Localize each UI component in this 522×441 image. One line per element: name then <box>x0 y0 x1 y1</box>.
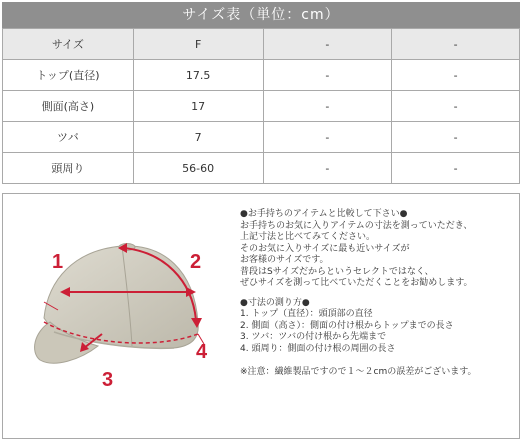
table-row <box>3 122 520 153</box>
table-cell: - <box>263 29 392 60</box>
row-label: 側面(高さ) <box>3 91 134 122</box>
measurement-notes <box>240 209 518 379</box>
cap-crown <box>44 246 198 348</box>
measure-heading: ●寸法の測り方● <box>240 297 310 308</box>
row-label: サイズ <box>3 29 134 60</box>
table-cell: F <box>133 29 263 60</box>
table-row <box>3 60 520 91</box>
compare-line: お手持ちのお気に入りアイテムの寸法を測っていただき、 <box>240 220 473 231</box>
measure-line: 3. ツバ：ツバの付け根から先端まで <box>240 332 387 342</box>
table-row <box>3 91 520 122</box>
table-cell: - <box>392 29 520 60</box>
size-table-title: サイズ表（単位：cm） <box>2 2 520 28</box>
cap-measurement-diagram <box>14 210 224 400</box>
table-cell: - <box>392 153 520 184</box>
table-cell: 17.5 <box>133 60 263 91</box>
measure-line: 1. トップ（直径）：頭頂部の直径 <box>240 309 373 319</box>
measure-number-4: 4 <box>196 341 208 363</box>
compare-line: 上記寸法と比べてみてください。 <box>240 232 376 242</box>
table-cell: - <box>263 91 392 122</box>
table-cell: 17 <box>133 91 263 122</box>
measure-line: 2. 側面（高さ）：側面の付け根からトップまでの長さ <box>240 320 454 331</box>
measure-number-3: 3 <box>102 369 114 391</box>
measure-number-2: 2 <box>190 251 202 273</box>
compare-line: ぜひサイズを測って比べていただくことをお勧めします。 <box>240 278 473 288</box>
table-cell: - <box>263 60 392 91</box>
caution-note: ※注意：繊維製品ですので１〜２cmの誤差がございます。 <box>240 367 477 377</box>
table-cell: - <box>392 122 520 153</box>
table-cell: 56-60 <box>133 153 263 184</box>
measure-line: 4. 頭周り：側面の付け根の周囲の長さ <box>240 343 396 354</box>
compare-line: そのお気に入りサイズに最も近いサイズが <box>240 243 410 254</box>
compare-line: お客様のサイズです。 <box>240 255 329 265</box>
table-cell: 7 <box>133 122 263 153</box>
row-label: トップ(直径) <box>3 60 134 91</box>
table-row <box>3 29 520 60</box>
table-cell: - <box>392 60 520 91</box>
spacer <box>240 355 518 367</box>
spacer <box>240 290 518 298</box>
measure-number-1: 1 <box>52 251 64 273</box>
table-row <box>3 153 520 184</box>
table-cell: - <box>392 91 520 122</box>
row-label: 頭周り <box>3 153 134 184</box>
row-label: ツバ <box>3 122 134 153</box>
compare-heading: ●お手持ちのアイテムと比較して下さい● <box>240 209 408 219</box>
table-cell: - <box>263 153 392 184</box>
compare-line: 普段はSサイズだからというセレクトではなく、 <box>240 266 434 277</box>
table-cell: - <box>263 122 392 153</box>
size-table <box>2 28 520 184</box>
